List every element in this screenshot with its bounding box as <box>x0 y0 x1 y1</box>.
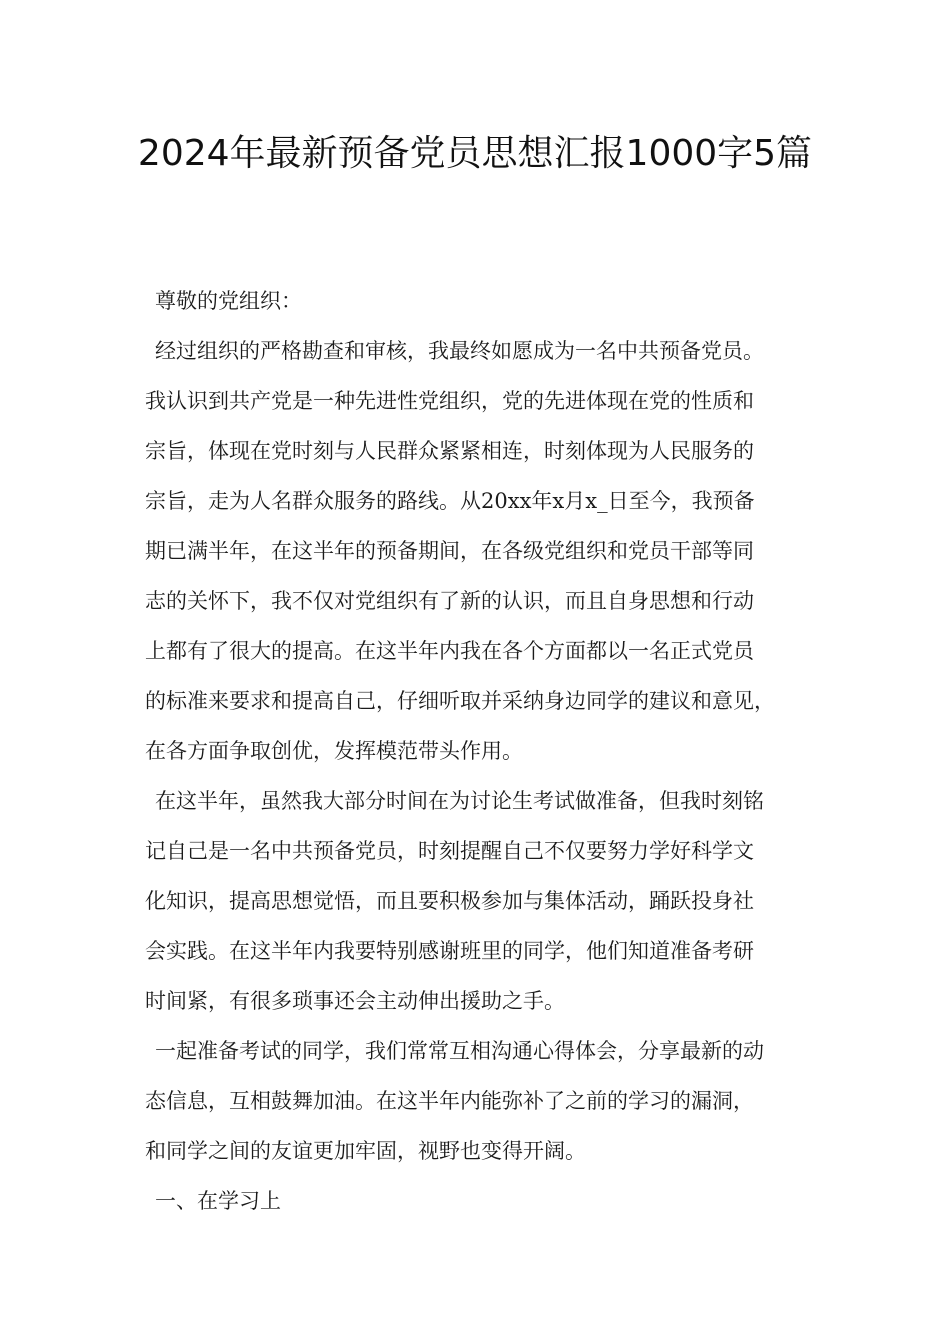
paragraph-2-line: 时间紧，有很多琐事还会主动伸出援助之手。 <box>145 989 565 1013</box>
paragraph-1-line: 志的关怀下，我不仅对党组织有了新的认识，而且自身思想和行动 <box>145 589 754 613</box>
paragraph-1-line: 我认识到共产党是一种先进性党组织，党的先进体现在党的性质和 <box>145 389 754 413</box>
paragraph-1-line: 宗旨，体现在党时刻与人民群众紧紧相连，时刻体现为人民服务的 <box>145 439 754 463</box>
section-heading: 一、在学习上 <box>155 1189 281 1213</box>
paragraph-1-line: 在各方面争取创优，发挥模范带头作用。 <box>145 739 523 763</box>
paragraph-2-line: 记自己是一名中共预备党员，时刻提醒自己不仅要努力学好科学文 <box>145 839 754 863</box>
paragraph-2-line: 在这半年，虽然我大部分时间在为讨论生考试做准备，但我时刻铭 <box>155 789 764 813</box>
paragraph-3-line: 一起准备考试的同学，我们常常互相沟通心得体会，分享最新的动 <box>155 1039 764 1063</box>
paragraph-1-line: 期已满半年，在这半年的预备期间，在各级党组织和党员干部等同 <box>145 539 754 563</box>
paragraph-2-line: 会实践。在这半年内我要特别感谢班里的同学，他们知道准备考研 <box>145 939 754 963</box>
paragraph-2-line: 化知识，提高思想觉悟，而且要积极参加与集体活动，踊跃投身社 <box>145 889 754 913</box>
paragraph-3-line: 态信息，互相鼓舞加油。在这半年内能弥补了之前的学习的漏洞， <box>145 1089 754 1113</box>
paragraph-3-line: 和同学之间的友谊更加牢固，视野也变得开阔。 <box>145 1139 586 1163</box>
salutation: 尊敬的党组织： <box>155 289 302 313</box>
document-title: 2024年最新预备党员思想汇报1000字5篇 <box>137 133 813 174</box>
paragraph-1-line: 的标准来要求和提高自己，仔细听取并采纳身边同学的建议和意见， <box>145 689 775 713</box>
paragraph-1-line: 宗旨，走为人名群众服务的路线。从20xx年x月x_日至今，我预备 <box>145 489 755 513</box>
paragraph-1-line: 经过组织的严格勘查和审核，我最终如愿成为一名中共预备党员。 <box>155 339 764 363</box>
paragraph-1-line: 上都有了很大的提高。在这半年内我在各个方面都以一名正式党员 <box>145 639 754 663</box>
